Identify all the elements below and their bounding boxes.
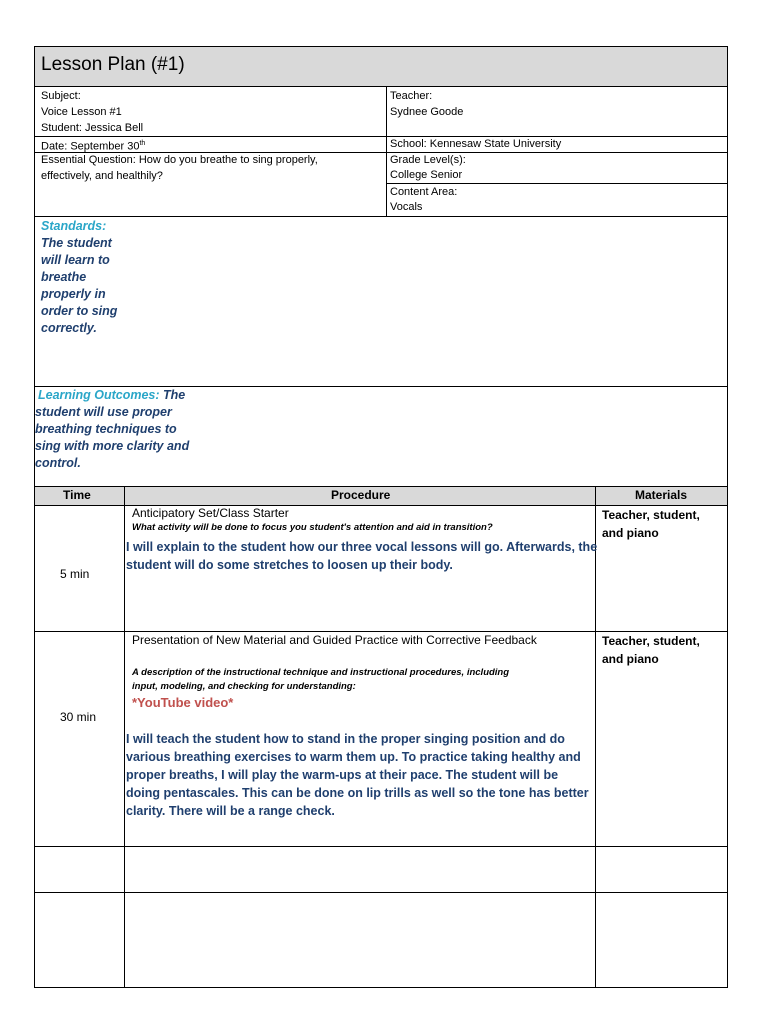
essential-question-line2: effectively, and healthily? (41, 170, 163, 182)
outcomes-line: student will use proper (35, 405, 172, 419)
row1-materials-line: Teacher, student, (602, 508, 700, 522)
row2-prompt-line: input, modeling, and checking for understanding: (132, 681, 356, 692)
row2-body-line: proper breaths, I will play the warm-ups at their pace. The student will be (126, 768, 559, 782)
header-time: Time (63, 488, 91, 502)
row2-time: 30 min (60, 710, 97, 724)
row2-materials-line: and piano (602, 652, 659, 666)
grade-value: College Senior (390, 169, 463, 181)
row2-body-line: clarity. There will be a range check. (126, 804, 335, 818)
teacher-label: Teacher: (390, 90, 433, 102)
teacher-value: Sydnee Goode (390, 106, 464, 118)
row1-body-line: student will do some stretches to loosen up their body. (126, 558, 453, 572)
standards-line: The student (41, 236, 112, 250)
standards-line: breathe (41, 270, 87, 284)
content-area-value: Vocals (390, 201, 423, 213)
outcomes-line: breathing techniques to (35, 422, 177, 436)
essential-question-line1: Essential Question: How do you breathe to sing properly, (41, 154, 318, 166)
standards-label: Standards: (41, 219, 107, 233)
standards-line: properly in (41, 287, 106, 301)
standards-line: correctly. (41, 321, 97, 335)
standards-line: order to sing (41, 304, 118, 318)
row2-materials-line: Teacher, student, (602, 634, 700, 648)
outcomes-line1: Learning Outcomes: The (38, 388, 186, 402)
row2-body-line: doing pentascales. This can be done on lip trills as well so the tone has better (126, 786, 589, 800)
row2-body-line: I will teach the student how to stand in the proper singing position and do (126, 732, 565, 746)
lesson-plan-document (34, 46, 728, 988)
row2-prompt-line: A description of the instructional technique and instructional procedures, including (132, 667, 510, 678)
subject-label: Subject: (41, 90, 81, 102)
row1-heading: Anticipatory Set/Class Starter (132, 506, 289, 520)
school: School: Kennesaw State University (390, 138, 562, 150)
content-area-label: Content Area: (390, 186, 458, 198)
row2-heading: Presentation of New Material and Guided Practice with Corrective Feedback (132, 633, 537, 647)
subject-value: Voice Lesson #1 (41, 106, 122, 118)
row1-time: 5 min (60, 567, 90, 581)
row1-prompt: What activity will be done to focus you student's attention and aid in transition? (132, 522, 493, 533)
outcomes-line: control. (35, 456, 81, 470)
outcomes-line: sing with more clarity and (35, 439, 190, 453)
title-bar (35, 47, 727, 87)
youtube-video-link[interactable]: *YouTube video* (132, 695, 234, 710)
lesson-date: Date: September 30th (41, 140, 146, 153)
row2-body-line: various breathing exercises to warm them up. To practice taking healthy and (126, 750, 581, 764)
page-title: Lesson Plan (#1) (41, 54, 185, 75)
row1-body-line: I will explain to the student how our three vocal lessons will go. Afterwards, the (126, 540, 598, 554)
header-materials: Materials (635, 488, 688, 502)
header-procedure: Procedure (331, 488, 391, 502)
student-name: Student: Jessica Bell (41, 122, 144, 134)
grade-label: Grade Level(s): (390, 154, 466, 166)
row1-materials-line: and piano (602, 526, 659, 540)
standards-line: will learn to (41, 253, 110, 267)
